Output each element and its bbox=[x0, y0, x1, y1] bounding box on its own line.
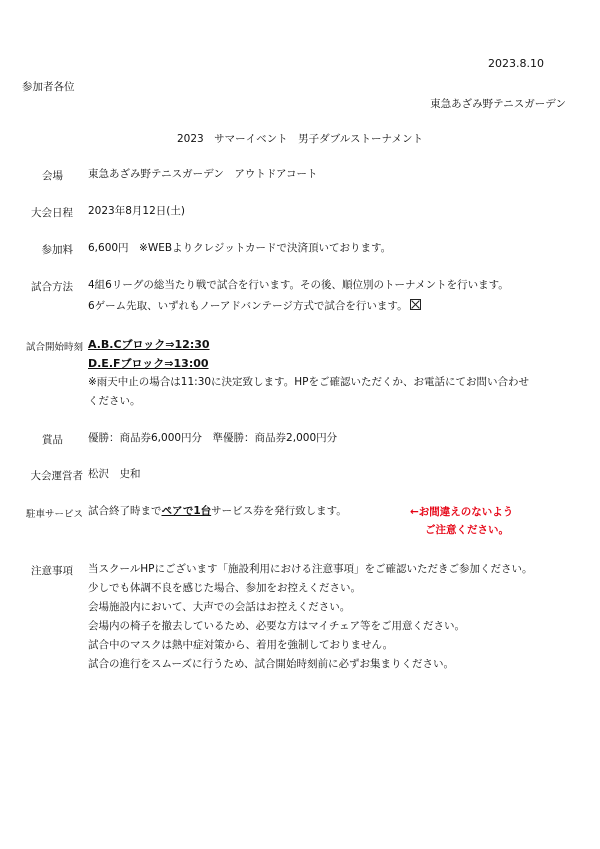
notes-label: 注意事項 bbox=[31, 565, 73, 577]
parking-suffix: サービス券を発行致します。 bbox=[211, 505, 347, 517]
venue-value: 東急あざみ野テニスガーデン アウトドアコート bbox=[88, 168, 318, 180]
notes-item: 試合中のマスクは熱中症対策から、着用を強制しておりません。 bbox=[88, 639, 394, 651]
notes-item: 少しでも体調不良を感じた場合、参加をお控えください。 bbox=[88, 582, 361, 594]
fee-label: 参加料 bbox=[41, 244, 73, 256]
format-line1: 4組6リーグの総当たり戦で試合を行います。その後、順位別のトーナメントを行います。 bbox=[88, 279, 509, 291]
parking-value bbox=[88, 502, 347, 521]
start-time-block1 bbox=[88, 335, 214, 355]
start-time-block2 bbox=[88, 354, 214, 374]
start-time-note1: ※雨天中止の場合は11:30に決定致します。HPをご確認いただくか、お電話にてお問い合わせ bbox=[88, 376, 529, 388]
sender: 東急あざみ野テニスガーデン bbox=[430, 98, 566, 110]
block-def-time: D.E.Fブロック⇒13:00 bbox=[88, 357, 209, 370]
parking-warning-line2: ご注意ください。 bbox=[425, 524, 509, 536]
prize-label: 賞品 bbox=[42, 434, 63, 446]
notes-item: 当スクールHPにございます「施設利用における注意事項」をご確認いただきご参加ください。 bbox=[88, 563, 533, 575]
schedule-value: 2023年8月12日(土) bbox=[88, 205, 185, 217]
document-title: 2023 サマーイベント 男子ダブルストーナメント bbox=[176, 133, 424, 145]
start-time-label: 試合開始時刻 bbox=[25, 342, 83, 353]
parking-warning-line1: ←お間違えのないよう bbox=[410, 506, 514, 518]
format-line2-text: 6ゲーム先取、いずれもノーアドバンテージ方式で試合を行います。 bbox=[88, 300, 408, 312]
prize-value: 優勝：商品券6,000円分 準優勝：商品券2,000円分 bbox=[88, 432, 338, 444]
recipient: 参加者各位 bbox=[22, 81, 75, 93]
parking-label: 駐車サービス bbox=[25, 509, 83, 520]
venue-label: 会場 bbox=[42, 170, 63, 182]
format-label: 試合方法 bbox=[31, 281, 73, 293]
notes-item: 会場施設内において、大声での会話はお控えください。 bbox=[88, 601, 351, 613]
format-line2 bbox=[88, 297, 421, 316]
fee-value: 6,600円 ※WEBよりクレジットカードで決済頂いております。 bbox=[88, 242, 392, 254]
start-time-note2: ください。 bbox=[88, 395, 141, 407]
checkbox-mark-icon bbox=[410, 299, 421, 310]
notes-item: 試合の進行をスムーズに行うため、試合開始時刻前に必ずお集まりください。 bbox=[88, 658, 455, 670]
organizer-label: 大会運営者 bbox=[30, 470, 83, 482]
parking-emphasis: ペアで1台 bbox=[161, 505, 212, 517]
parking-prefix: 試合終了時まで bbox=[88, 505, 162, 517]
document-date: 2023.8.10 bbox=[488, 57, 544, 70]
schedule-label: 大会日程 bbox=[31, 207, 73, 219]
organizer-value: 松沢 史和 bbox=[88, 468, 141, 480]
notes-item: 会場内の椅子を撤去しているため、必要な方はマイチェア等をご用意ください。 bbox=[88, 620, 466, 632]
block-abc-time: A.B.Cブロック⇒12:30 bbox=[88, 338, 210, 351]
